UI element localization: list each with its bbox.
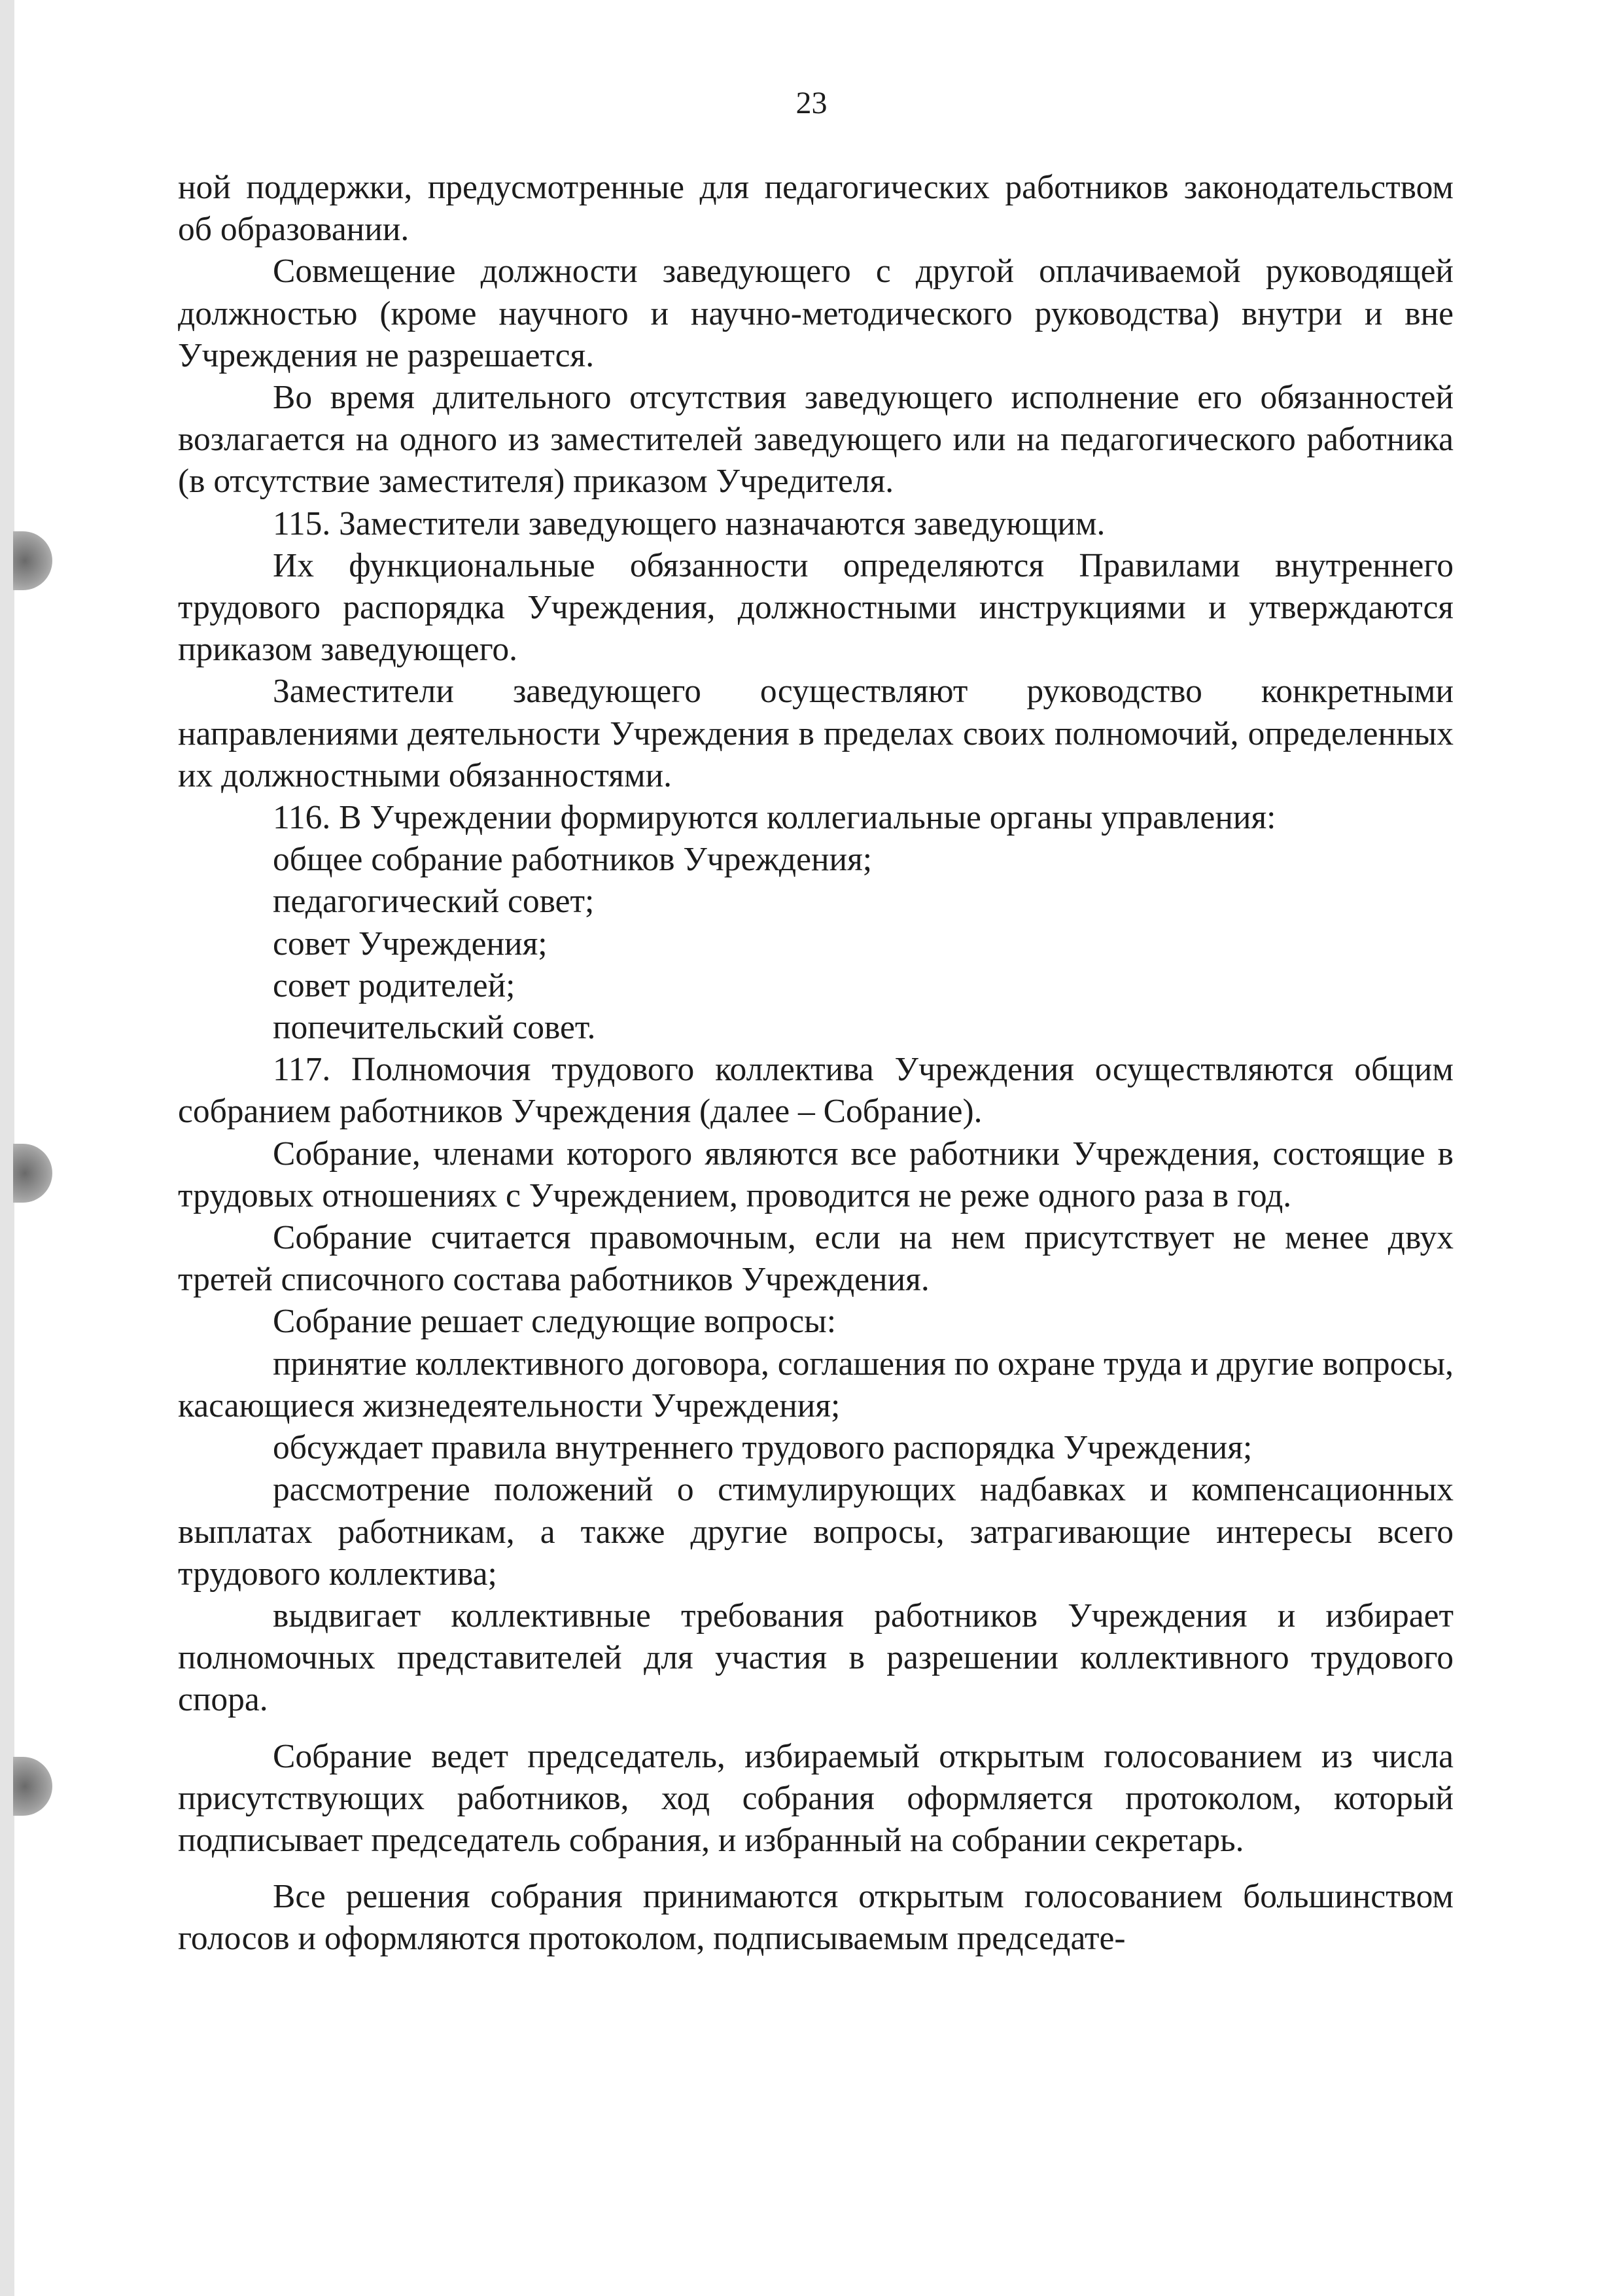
section-115: 115. Заместители заведующего назначаются заведующим. — [273, 504, 1106, 542]
paragraph: Собрание решает следующие вопросы: — [273, 1303, 837, 1341]
governance-body-item: совет Учреждения; — [273, 925, 548, 963]
paragraph: Собрание считается правомочным, если на нем присутствует не менее двух третей списочного состава работников Учреждения. — [178, 1219, 1454, 1299]
paragraph: Во время длительного отсутствия заведующего исполнение его обязанностей возлагается на одного из заместителей заведующего или на педагогического работника (в отсутствие заместителя) приказом Учредителя. — [178, 379, 1454, 501]
paragraph: Собрание, членами которого являются все работники Учреждения, состоящие в трудовых отношениях с Учреждением, проводится не реже одного раза в год. — [178, 1135, 1454, 1214]
paragraph: Все решения собрания принимаются открытым голосованием большинством голосов и оформляются протоколом, подписываемым председате- — [178, 1878, 1454, 1958]
governance-body-item: педагогический совет; — [273, 883, 595, 921]
paragraph: обсуждает правила внутреннего трудового распорядка Учреждения; — [273, 1429, 1253, 1467]
punch-hole — [13, 1144, 52, 1203]
paragraph: рассмотрение положений о стимулирующих надбавках и компенсационных выплатах работникам, а также другие вопросы, затрагивающие интересы всего трудового коллектива; — [178, 1471, 1454, 1593]
paragraph: Совмещение должности заведующего с другой оплачиваемой руководящей должностью (кроме научного и научно-методического руководства) внутри и вне Учреждения не разрешается. — [178, 253, 1454, 374]
section-116: 116. В Учреждении формируются коллегиальные органы управления: — [273, 799, 1276, 837]
governance-body-item: совет родителей; — [273, 966, 515, 1004]
governance-body-item: общее собрание работников Учреждения; — [273, 841, 873, 879]
paragraph: принятие коллективного договора, соглашения по охране труда и другие вопросы, касающиеся жизнедеятельности Учреждения; — [178, 1345, 1454, 1424]
paragraph: ной поддержки, предусмотренные для педагогических работников законодательством об образовании. — [178, 169, 1454, 249]
page-left-edge — [0, 0, 14, 2296]
paragraph: Их функциональные обязанности определяются Правилами внутреннего трудового распорядка Учреждения, должностными инструкциями и утверждаются приказом заведующего. — [178, 546, 1454, 669]
section-117: 117. Полномочия трудового коллектива Учреждения осуществляются общим собранием работников Учреждения (далее – Собрание). — [178, 1051, 1454, 1131]
punch-hole — [13, 531, 52, 590]
governance-body-item: попечительский совет. — [273, 1009, 596, 1047]
punch-hole — [13, 1757, 52, 1816]
paragraph: Заместители заведующего осуществляют руководство конкретными направлениями деятельности Учреждения в пределах своих полномочий, определенных их должностными обязанностями. — [178, 673, 1454, 794]
paragraph: выдвигает коллективные требования работников Учреждения и избирает полномочных представителей для участия в разрешении коллективного трудового спора. — [178, 1597, 1454, 1719]
paragraph: Собрание ведет председатель, избираемый открытым голосованием из числа присутствующих работников, ход собрания оформляется протоколом, который подписывает председатель собрания, и избранный на собрании секретарь. — [178, 1737, 1454, 1859]
page-number: 23 — [795, 86, 828, 120]
document-body — [178, 167, 1454, 1960]
